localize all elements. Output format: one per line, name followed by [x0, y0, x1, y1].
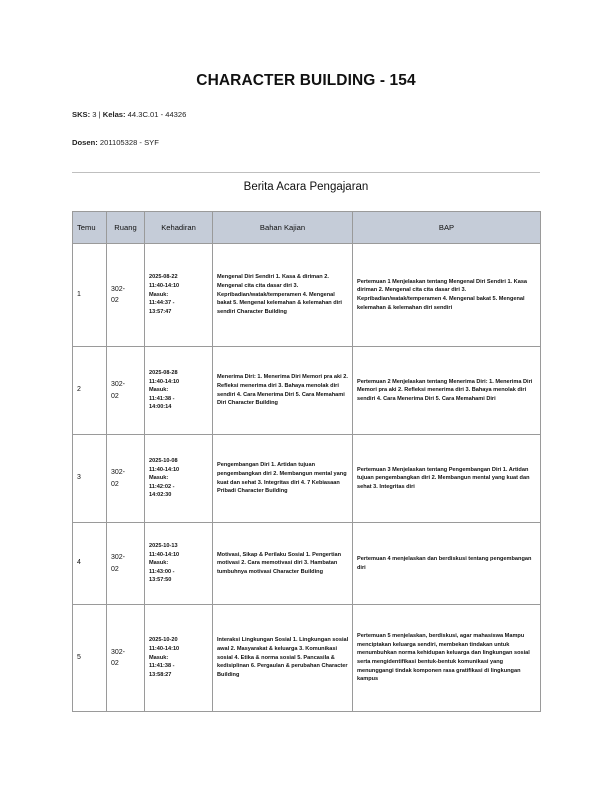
cell-kehadiran: 2025-08-28 11:40-14:10 Masuk: 11:41:38 - 14:00:14	[145, 347, 213, 435]
cell-temu: 5	[73, 605, 107, 712]
cell-kehadiran: 2025-08-22 11:40-14:10 Masuk: 11:44:37 - 13:57:47	[145, 244, 213, 347]
cell-bap: Pertemuan 3 Menjelaskan tentang Pengembangan Diri 1. Artidan tujuan pengembangkan diri 2. Membangun mental yang kuat dan sehat 3. Integritas diri	[353, 435, 541, 523]
meta-separator: |	[98, 110, 101, 119]
table-header-row	[73, 212, 541, 244]
cell-bap: Pertemuan 2 Menjelaskan tentang Menerima Diri: 1. Menerima Diri Memori pra aki 2. Refleksi menerima diri 3. Bahaya menolak diri sendiri 4. Cara Menerima Diri 5. Cara Memahami Diri	[353, 347, 541, 435]
cell-ruang: 302- 02	[107, 605, 145, 712]
cell-ruang: 302- 02	[107, 435, 145, 523]
cell-temu: 4	[73, 523, 107, 605]
table-row	[73, 523, 541, 605]
sks-label: SKS:	[72, 110, 91, 119]
col-header-bap: BAP	[353, 212, 541, 244]
cell-kehadiran: 2025-10-08 11:40-14:10 Masuk: 11:42:02 - 14:02:30	[145, 435, 213, 523]
cell-ruang: 302- 02	[107, 347, 145, 435]
table-row	[73, 244, 541, 347]
sks-value: 3	[92, 110, 97, 119]
col-header-ruang: Ruang	[107, 212, 145, 244]
section-divider	[72, 172, 540, 173]
cell-temu: 1	[73, 244, 107, 347]
table-row	[73, 435, 541, 523]
course-title: CHARACTER BUILDING - 154	[196, 72, 416, 89]
cell-bahan-kajian: Pengembangan Diri 1. Artidan tujuan pengembangkan diri 2. Membangun mental yang kuat dan sehat 3. Integritas diri 4. 7 Kebiasaan Pribadi Character Building	[213, 435, 353, 523]
table-row	[73, 347, 541, 435]
cell-temu: 3	[73, 435, 107, 523]
cell-kehadiran: 2025-10-20 11:40-14:10 Masuk: 11:41:38 - 13:58:27	[145, 605, 213, 712]
dosen-value: 201105328 - SYF	[99, 138, 159, 147]
cell-ruang: 302- 02	[107, 244, 145, 347]
bap-table	[72, 211, 541, 712]
cell-bahan-kajian: Motivasi, Sikap & Perilaku Sosial 1. Pengertian motivasi 2. Cara memotivasi diri 3. Hambatan tumbuhnya motivasi Character Building	[213, 523, 353, 605]
cell-bap: Pertemuan 5 menjelaskan, berdiskusi, agar mahasiswa Mampu menciptakan keluarga sendiri, membekan tindakan untuk menumbuhkan norma kehidupan keluarga dan lingkungan sosial serta mengidentifikasi bentuk-bentuk komunikasi yang menunggangi tindak komponen rasa gratifikasi di lingkungan kampus	[353, 605, 541, 712]
cell-temu: 2	[73, 347, 107, 435]
course-meta-sks-kelas	[72, 110, 186, 119]
table-row	[73, 605, 541, 712]
cell-kehadiran: 2025-10-13 11:40-14:10 Masuk: 11:43:00 - 13:57:50	[145, 523, 213, 605]
col-header-bahan-kajian: Bahan Kajian	[213, 212, 353, 244]
dosen-label: Dosen:	[72, 138, 98, 147]
cell-bahan-kajian: Mengenal Diri Sendiri 1. Kasa & diriman 2. Mengenal cita cita dasar diri 3. Kepribadian/watak/temperamen 4. Mengenal bakat 5. Mengenal kelemahan & kelemahan diri sendiri Character Building	[213, 244, 353, 347]
course-meta-dosen	[72, 138, 159, 147]
kelas-value: 44.3C.01 - 44326	[127, 110, 187, 119]
kelas-label: Kelas:	[102, 110, 126, 119]
cell-bahan-kajian: Interaksi Lingkungan Sosial 1. Lingkungan sosial awal 2. Masyarakat & keluarga 3. Komunikasi sosial 4. Etika & norma sosial 5. Pancasila & kedisiplinan 6. Pergaulan & perubahan Character Building	[213, 605, 353, 712]
cell-bap: Pertemuan 4 menjelaskan dan berdiskusi tentang pengembangan diri	[353, 523, 541, 605]
section-title: Berita Acara Pengajaran	[243, 181, 369, 193]
col-header-kehadiran: Kehadiran	[145, 212, 213, 244]
col-header-temu: Temu	[73, 212, 107, 244]
cell-bahan-kajian: Menerima Diri: 1. Menerima Diri Memori pra aki 2. Refleksi menerima diri 3. Bahaya menolak diri sendiri 4. Cara Menerima Diri 5. Cara Memahami Diri Character Building	[213, 347, 353, 435]
cell-bap: Pertemuan 1 Menjelaskan tentang Mengenal Diri Sendiri 1. Kasa diriman 2. Mengenal cita cita dasar diri 3. Kepribadian/watak/temperamen 4. Mengenal bakat 5. Mengenal kelemahan & kelemahan diri sendiri	[353, 244, 541, 347]
cell-ruang: 302- 02	[107, 523, 145, 605]
